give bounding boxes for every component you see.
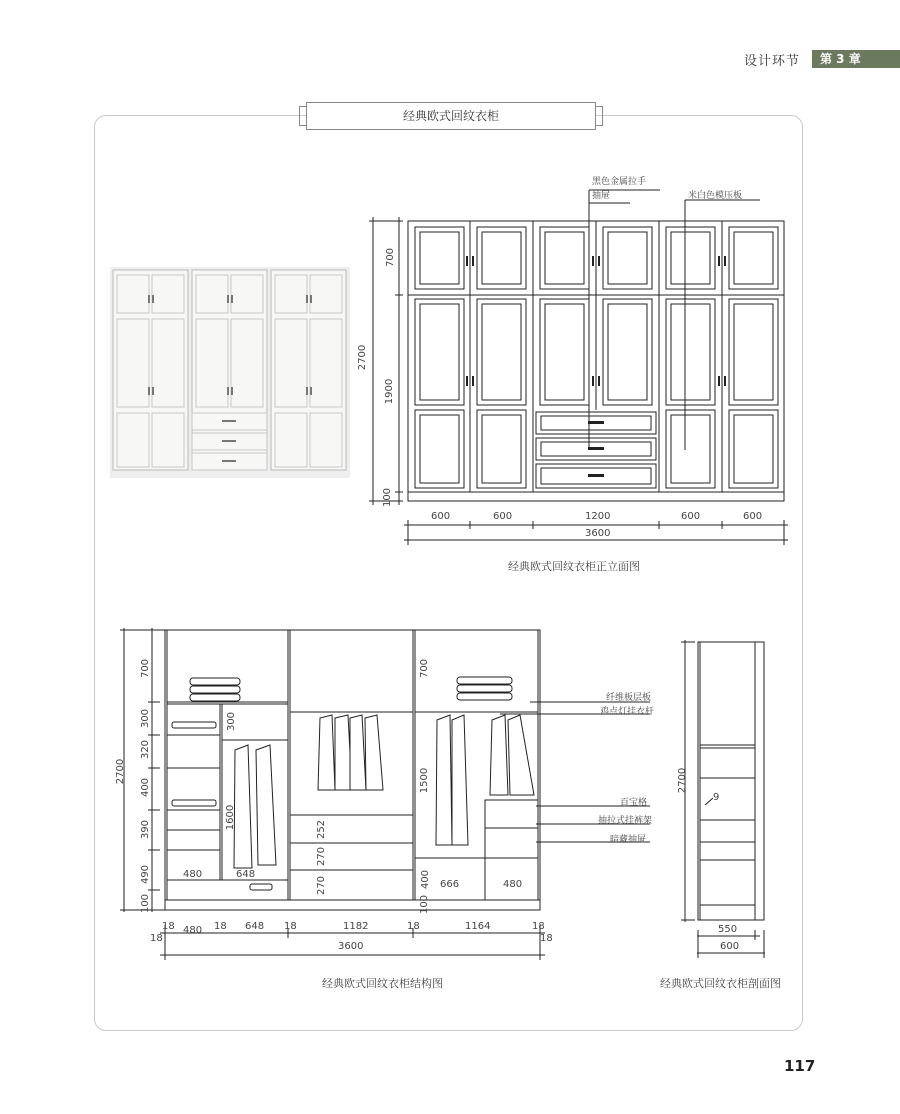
callout-fiberboard-shelf: 纤维板层板 [606,693,652,703]
dim-b-t2: 480 [183,925,203,936]
dim-b-t3: 18 [214,921,227,932]
dim-inner-b: 1600 [225,804,237,831]
dim-inner-666: 666 [440,879,460,890]
dim-s1: 700 [140,658,152,679]
dim-structure-total-width: 3600 [338,941,364,952]
dim-top-height: 700 [385,247,397,268]
dim-s4: 400 [140,777,152,798]
section-drawing [670,635,780,960]
dim-total-width: 3600 [585,528,611,539]
callout-pullout-trouser-rack: 抽拉式挂裤架 [598,816,653,826]
front-elevation-drawing [355,170,800,550]
dim-width-4: 600 [681,511,701,522]
dim-inner-e: 270 [316,875,328,896]
dim-s6: 490 [140,864,152,885]
callout-board: 米白色模压板 [688,191,743,201]
dim-inner-648: 648 [236,869,256,880]
structure-caption: 经典欧式回纹衣柜结构图 [322,977,443,990]
dim-inner-a: 300 [226,711,238,732]
dim-s7: 100 [140,893,152,914]
dim-s2: 300 [140,708,152,729]
dim-middle-height: 1900 [384,378,396,405]
dim-width-3: 1200 [585,511,611,522]
dim-inner-480-right: 480 [503,879,523,890]
dim-inner-f: 700 [419,658,431,679]
dim-b-t7: 18 [407,921,420,932]
dim-width-5: 600 [743,511,763,522]
dim-b-b2: 18 [540,933,553,944]
dim-s3: 320 [140,739,152,760]
dim-b-b1: 18 [150,933,163,944]
dim-b-t6: 1182 [343,921,369,932]
callout-hanging-rod: 鸡点灯挂衣杆 [600,707,655,717]
structure-drawing [115,625,655,965]
dim-inner-g: 1500 [419,767,431,794]
dim-section-shelf: 9 [713,792,720,803]
section-label: 设计环节 [744,54,801,69]
page-title: 经典欧式回纹衣柜 [306,102,596,130]
elevation-caption: 经典欧式回纹衣柜正立面图 [508,560,640,573]
dim-width-2: 600 [493,511,513,522]
dim-b-t1: 18 [162,921,175,932]
chapter-tab: 第 3 章 [812,50,900,68]
dim-inner-c: 252 [316,819,328,840]
dim-s5: 390 [140,819,152,840]
callout-hidden-drawer: 暗藏抽屉 [610,835,647,845]
dim-b-t4: 648 [245,921,265,932]
dim-inner-100: 100 [419,894,431,915]
dim-b-t8: 1164 [465,921,491,932]
dim-inner-h: 400 [420,869,432,890]
section-caption: 经典欧式回纹衣柜剖面图 [660,977,781,990]
dim-base-height: 100 [382,487,394,508]
dim-section-depth: 600 [720,941,740,952]
callout-display-grid: 百宝格 [620,798,648,808]
dim-total-height: 2700 [357,344,369,371]
dim-inner-d: 270 [316,846,328,867]
page-number: 117 [784,1057,816,1075]
dim-b-t5: 18 [284,921,297,932]
dim-width-1: 600 [431,511,451,522]
callout-handle: 黑色金属拉手 [592,177,647,187]
dim-inner-480-left: 480 [183,869,203,880]
dim-structure-height: 2700 [115,758,127,785]
dim-section-inner: 550 [718,924,738,935]
callout-drawer: 抽屉 [592,191,611,201]
dim-section-height: 2700 [677,767,689,794]
dim-b-t9: 18 [532,921,545,932]
wardrobe-photo [110,267,350,478]
